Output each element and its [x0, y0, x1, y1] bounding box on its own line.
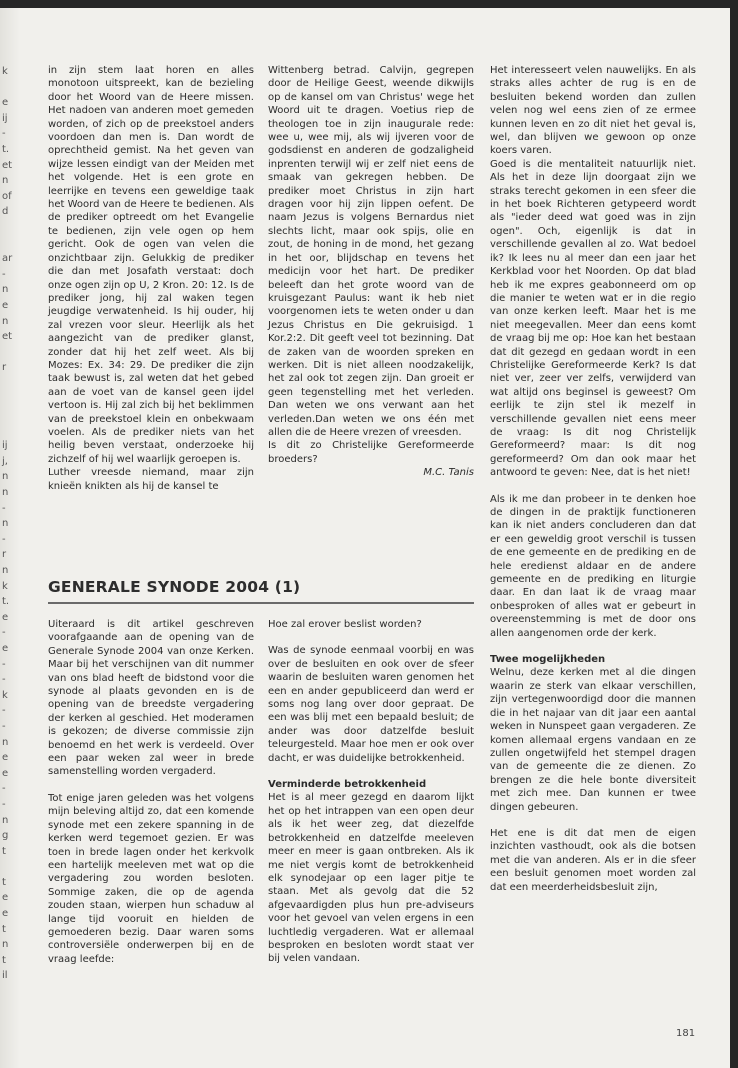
section-heading: Verminderde betrokkenheid: [268, 779, 427, 791]
column-left-bottom: [48, 618, 254, 966]
page-number: 181: [676, 1028, 696, 1039]
paragraph: Was de synode eenmaal voorbij en was over de besluiten en ook over de sfeer waarin de besluiten waren genomen het een en ander gepubliceerd dan werd er soms nog lang over door gepraat. De een was blij met een bepaald besluit; de ander was door datzelfde besluit teleurgesteld. Maar hoe men er ook over dacht, er was duidelijke betrokkenheid.: [268, 645, 474, 764]
paragraph: Hoe zal erover beslist worden?: [268, 619, 422, 630]
paragraph: Welnu, deze kerken met al die dingen waarin ze sterk van elkaar verschillen, zijn vertegenwoordigd door die mannen die in het najaar van dit jaar een aantal weken in Nunspeet gaan vergaderen. Ze komen allemaal ergens vandaan en ze zullen ongetwijfeld het stempel dragen van de gemeente die ze dienen. Zo brengen ze die hele bonte diversiteit met zich mee. Dan kunnen er twee dingen gebeuren.: [490, 667, 696, 813]
column-middle-top: [268, 64, 474, 480]
paragraph: in zijn stem laat horen en alles monotoon uitspreekt, kan de bezieling door het Woord van de Heere missen. Het nadoen van anderen moet gemeden worden, of zich op de preekstoel anders voordoen dan men is. Dan wordt de oprechtheid gemist. Na het geven van wijze lessen eindigt van der Meiden met het volgende. Het is een grote en leerrijke en tevens een geweldige taak het Woord van de Heere te bedienen. Als de prediker optreedt om het Evangelie te bedienen, zijn vele ogen op hem gericht. Ook de ogen van velen die onzichtbaar zijn. Gelukkig de prediker die dan met Josafath verstaat: doch onze ogen zijn op U, 2 Kron. 20: 12. Is de prediker jong, hij zal waken tegen jeugdige verwatenheid. Is hij ouder, hij zal vrezen voor sleur. Heerlijk als het aangezicht van de prediker glanst, zonder dat hij het zelf weet. Als bij Mozes: Ex. 34: 29. De prediker die zijn taak bewust is, zal weten dat het gebed aan de voet van de kansel geen ijdel vertoon is. Hij zal zich bij het beklimmen van de preekstoel klein en onbekwaam voelen. Als de prediker niets van het heilig beven verstaat, onderzoeke hij zichzelf of hij wel waarlijk geroepen is.: [48, 65, 254, 465]
paragraph: Luther vreesde niemand, maar zijn knieën knikten als hij de kansel te: [48, 467, 254, 492]
paragraph: Goed is die mentaliteit natuurlijk niet. Als het in deze lijn doorgaat zijn we straks terecht gekomen in een sfeer die in het boek Richteren getypeerd wordt als "ieder deed wat goed was in zijn ogen". Och, eigenlijk is dat in verschillende gevallen al zo. Wat bedoel ik? Ik lees nu al meer dan een jaar het Kerkblad voor het Noorden. Op dat blad heb ik me expres geabonneerd om op die manier te weten wat er in die regio van onze kerken leeft. Maar het is me niet meegevallen. Meer dan eens komt de vraag bij me op: Hoe kan het bestaan dat dit gezegd en gedaan wordt in een Christelijke Gereformeerde Kerk? Is dat niet ver, zeer ver zelfs, verwijderd van wat altijd ons beginsel is geweest? Om eerlijk te zijn stel ik mezelf in verschillende gevallen niet eens meer de vraag: Is dit nog Christelijk Gereformeerd? maar: Is dit nog gereformeerd? Om dan ook maar het antwoord te geven: Nee, dat is het niet!: [490, 158, 696, 479]
article-title: GENERALE SYNODE 2004 (1): [48, 578, 301, 596]
paragraph: Als ik me dan probeer in te denken hoe de dingen in de praktijk functioneren kan ik niet anders concluderen dan dat er een geweldig groot verschil is tussen de ene gemeente en de prediking en de hele eredienst aldaar en de andere gemeente en de prediking en liturgie daar. En dan laat ik de vraag maar onbesproken of alles wat er gebeurt in overeenstemming is met de door ons allen aangenomen orde der kerk.: [490, 493, 696, 639]
column-middle-bottom: [268, 618, 474, 966]
paragraph: Wittenberg betrad. Calvijn, gegrepen door de Heilige Geest, weende dikwijls op de kansel om van Christus' wege het Woord uit te dragen. Voetius riep de theologen toe in zijn inaugurale rede: wee u, wee mij, als wij ijveren voor de godsdienst en anderen de godzaligheid inprenten terwijl wij er zelf niet eens de smaak van gekregen hebben. De prediker moet Christus in zijn hart dragen voor hij zijn lippen oefent. De naam Jezus is volgens Bernardus niet slechts licht, maar ook spijs, olie en zout, de honing in de mond, het gezang in het oor, blijdschap en tevens het medicijn voor het hart. De prediker beleeft dan het grote woord van de kruisgezant Paulus: want ik heb niet voorgenomen iets te weten onder u dan Jezus Christus en Die gekruisigd. 1 Kor.2:2. Dit geeft veel tot bezinning. Dat de zaken van de woorden spreken en werken. Dit is niet alleen noodzakelijk, het zal ook tot zegen zijn. Dan groeit er geen tegenstelling met het verleden. Dan weten we ons verwant aan het verleden.Dan weten we ons één met allen die de Heere vrezen of vreesden.: [268, 65, 474, 438]
paragraph: Is dit zo Christelijke Gereformeerde broeders?: [268, 440, 474, 465]
gutter-text-fragments: k e ij - t. et n of d ar - n e n et r ij j, n n - n - r n k t. e - e - - k - - n e e - - n g t t e e t n t il: [2, 66, 13, 982]
paragraph: Het ene is dit dat men de eigen inzichten vasthoudt, ook als die botsen met die van anderen. Als er in die sfeer een besluit genomen moet worden zal dat een meerderheidsbesluit zijn,: [490, 827, 696, 893]
title-rule: [48, 602, 474, 604]
previous-page-gutter: [0, 8, 20, 1068]
paragraph: Het interesseert velen nauwelijks. En als straks alles achter de rug is en de besluiten bekend worden dan zullen velen nog wel eens zien of ze ermee kunnen leven en zo dit niet het geval is, wel, dan blijven we gewoon op onze koers varen.: [490, 65, 696, 157]
author-signature: M.C. Tanis: [423, 467, 474, 479]
magazine-page: [0, 8, 730, 1068]
paragraph: Tot enige jaren geleden was het volgens mijn beleving altijd zo, dat een komende synode met een zekere spanning in de kerken werd tegemoet gezien. Er was toen in brede lagen onder het kerkvolk een hartelijk meeleven met wat op die vergadering zou worden besloten. Sommige zaken, die op de agenda zouden staan, wierpen hun schaduw al lange tijd vooruit en hielden de gemoederen bezig. Daar waren soms controversiële onderwerpen bij en de vraag leefde:: [48, 792, 254, 965]
section-heading: Twee mogelijkheden: [490, 654, 606, 666]
paragraph: Het is al meer gezegd en daarom lijkt het op het intrappen van een open deur als ik het weer zeg, dat diezelfde betrokkenheid en datzelfde meeleven meer en meer is gaan ontbreken. Als ik me niet vergis komt de betrokkenheid elk synodejaar op een lager pitje te staan. Met als gevolg dat die 52 afgevaardigden plus hun pre-adviseurs voor het gevoel van velen ergens in een luchtledig vergaderen. Wat er allemaal besproken en besloten wordt staat ver bij velen vandaan.: [268, 792, 474, 965]
column-left-top: [48, 64, 254, 493]
column-right: [490, 64, 696, 894]
paragraph: Uiteraard is dit artikel geschreven voorafgaande aan de opening van de Generale Synode 2004 van onze Kerken. Maar bij het verschijnen van dit nummer van ons blad heeft de bidstond voor die synode al plaats gevonden en is de opening van de breedste vergadering der kerken al geschied. Het moderamen is gekozen; de diverse commissie zijn benoemd en het werk is verdeeld. Over een paar weken zal weer in brede samenstelling worden vergaderd.: [48, 619, 254, 778]
